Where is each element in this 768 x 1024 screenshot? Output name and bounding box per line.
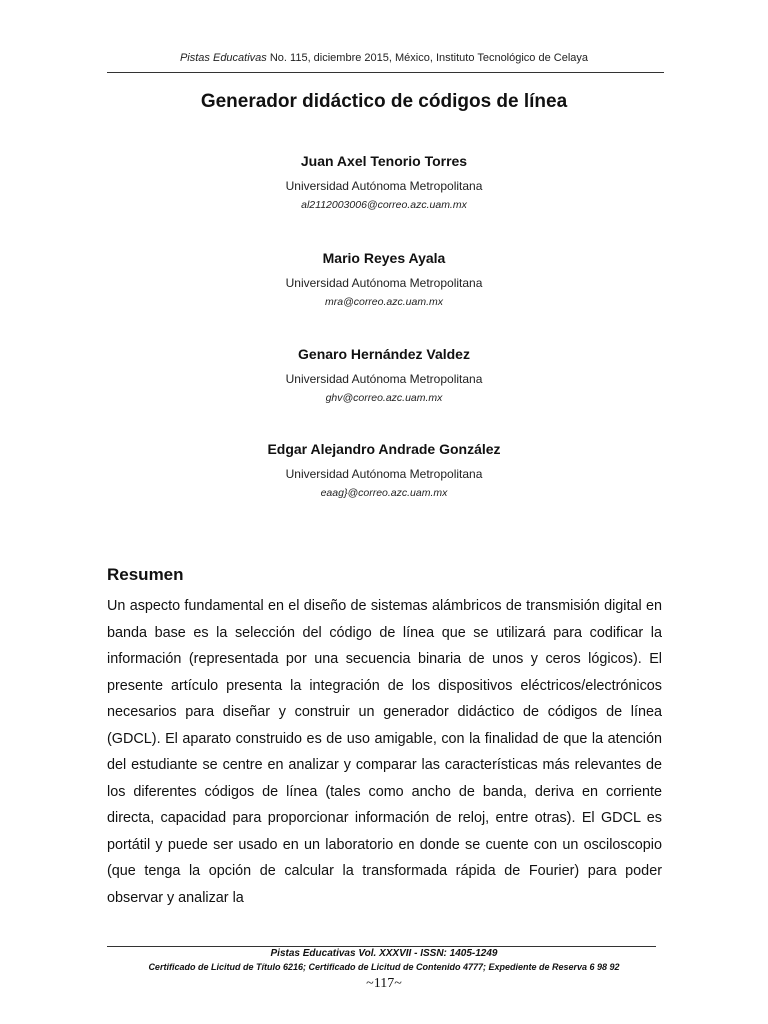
author-name: Edgar Alejandro Andrade González	[267, 441, 501, 457]
author-block	[0, 346, 768, 404]
abstract-heading: Resumen	[107, 565, 184, 584]
author-institution: Universidad Autónoma Metropolitana	[285, 276, 483, 290]
journal-name: Pistas Educativas	[179, 52, 267, 64]
footer-rule	[107, 946, 656, 947]
author-block	[0, 441, 768, 499]
author-name: Juan Axel Tenorio Torres	[300, 153, 468, 169]
author-institution: Universidad Autónoma Metropolitana	[285, 179, 483, 193]
author-name: Mario Reyes Ayala	[322, 250, 446, 266]
author-email[interactable]: al2112003006@correo.azc.uam.mx	[301, 199, 467, 211]
author-block	[0, 153, 768, 211]
author-email[interactable]: ghv@correo.azc.uam.mx	[325, 392, 443, 404]
paper-title: Generador didáctico de códigos de línea	[200, 91, 568, 112]
author-institution: Universidad Autónoma Metropolitana	[285, 372, 483, 386]
running-header	[0, 52, 768, 64]
footer-certificate-line: Certificado de Licitud de Título 6216; Certificado de Licitud de Contenido 4777; Expediente de Reserva 6 98 92	[148, 962, 620, 972]
author-email[interactable]: eaag}@correo.azc.uam.mx	[320, 487, 448, 499]
author-block	[0, 250, 768, 308]
footer-journal-line: Pistas Educativas Vol. XXXVII - ISSN: 1405-1249	[270, 948, 498, 959]
abstract-body: Un aspecto fundamental en el diseño de sistemas alámbricos de transmisión digital en banda base es la selección del código de línea que se utilizará para codificar la información (representada por una secuencia binaria de unos y ceros lógicos). El presente artículo presenta la integración de los dispositivos eléctricos/electrónicos necesarios para diseñar y construir un generador didáctico de códigos de línea (GDCL). El aparato construido es de uso amigable, con la finalidad de que la atención del estudiante se centre en analizar y comparar las características más relevantes de los diferentes códigos de línea (tales como ancho de banda, deriva en corriente directa, capacidad para proporcionar información de reloj, entre otras). El GDCL es portátil y puede ser usado en un laboratorio en donde se cuente con un osciloscopio (que tenga la opción de calcular la transformada rápida de Fourier) para poder observar y analizar la	[107, 598, 662, 906]
author-institution: Universidad Autónoma Metropolitana	[285, 467, 483, 481]
page-number: ~117~	[366, 976, 402, 991]
issue-details: No. 115, diciembre 2015, México, Instituto Tecnológico de Celaya	[266, 52, 589, 64]
author-email[interactable]: mra@correo.azc.uam.mx	[324, 296, 444, 308]
author-name: Genaro Hernández Valdez	[298, 346, 470, 362]
header-rule	[107, 72, 664, 73]
